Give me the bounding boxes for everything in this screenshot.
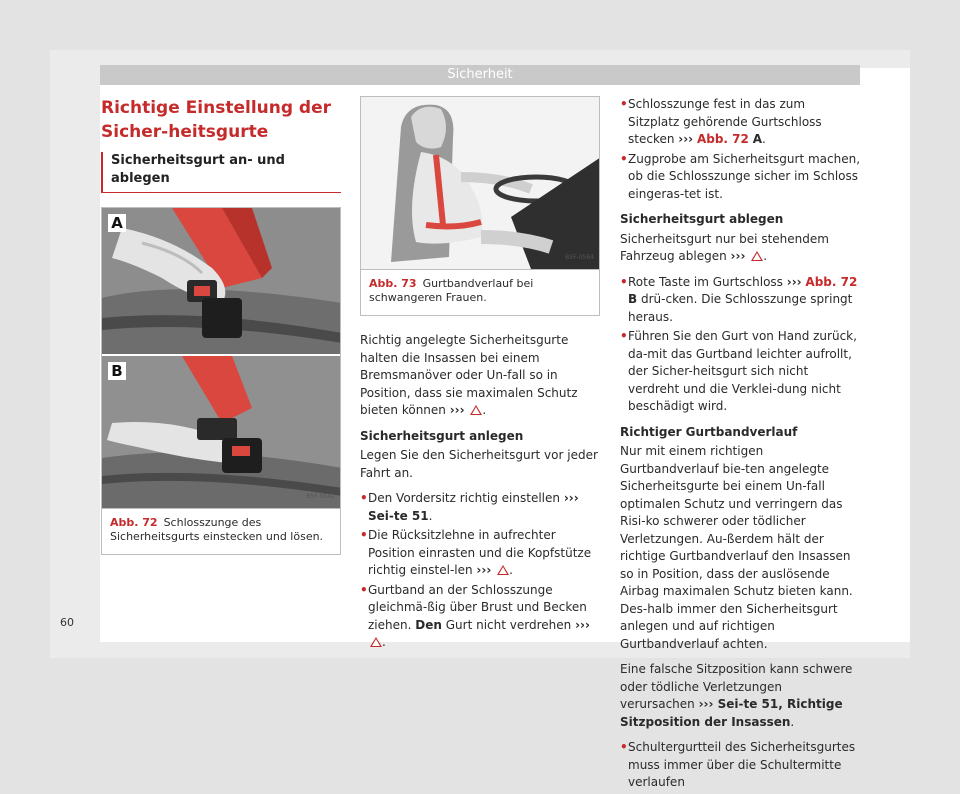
page-title: Richtige Einstellung der Sicher-heitsgurte xyxy=(101,98,332,142)
figure-number: Abb. 72 xyxy=(110,516,158,529)
figure-72 xyxy=(101,207,341,555)
list-item: • Den Vordersitz richtig einstellen ››› Sei-te 51. xyxy=(360,490,600,525)
bullet-text: Die Rücksitzlehne in aufrechter Position einrasten und die Kopfstütze richtig einstel-len xyxy=(368,528,592,577)
bullet-text: Den Vordersitz richtig einstellen xyxy=(368,491,560,505)
list-item xyxy=(620,274,860,327)
body-text xyxy=(360,332,600,652)
section-header: Sicherheit xyxy=(100,65,860,85)
figure-73-image xyxy=(361,97,599,269)
list-item xyxy=(620,739,860,792)
reference-arrows: ››› xyxy=(563,491,579,505)
intro-paragraph: Richtig angelegte Sicherheitsgurte halten die Insassen bei einem Bremsmanöver oder Un-fall so in Position, dass sie maximalen Schutz bieten können ››› . xyxy=(360,333,578,417)
figure-letter: B xyxy=(628,292,638,306)
section-text: Legen Sie den Sicherheitsgurt vor jeder Fahrt an. xyxy=(360,448,598,480)
section-text: Nur mit einem richtigen Gurtbandverlauf bie-ten angelegte Sicherheitsgurte bei einem Un-fall optimalen Schutz und verringern das Risi-ko schwerer oder tödlicher Verletzungen. Au-ßerdem hält der richtige Gurtbandverlauf den Insassen so in Position, dass der auslösende Airbag maximalen Schutz bieten kann. Des-halb immer den Sicherheitsgurt anlegen und auf richtigen Gurtbandverlauf achten. xyxy=(620,444,853,651)
list-item: • Die Rücksitzlehne in aufrechter Position einrasten und die Kopfstütze richtig einstel-len ››› . xyxy=(360,527,600,580)
section-text-content: Sicherheitsgurt nur bei stehendem Fahrzeug ablegen xyxy=(620,231,829,263)
bullet-text: Führen Sie den Gurt von Hand zurück, da-mit das Gurtband leichter aufrollt, der Sicher-heitsgurt sich nicht verdreht und die Verklei-dung nicht beschädigt wird. xyxy=(628,329,857,413)
column-1 xyxy=(101,96,341,555)
figure-73 xyxy=(360,96,600,316)
section-subtitle: Sicherheitsgurt an- und ablegen xyxy=(101,152,341,193)
figure-73-caption xyxy=(361,269,599,315)
figure-code: B5F-0542 xyxy=(306,492,335,500)
section-text-content: Eine falsche Sitzposition kann schwere oder tödliche Verletzungen verursachen xyxy=(620,662,853,711)
figure-code: B5F-0564 xyxy=(565,253,594,261)
list-item: • Gurtband an der Schlosszunge gleichmä-ßig über Brust und Becken ziehen. Den Gurt nicht verdrehen ››› . xyxy=(360,582,600,652)
seatbelt-buckle-illustration xyxy=(102,208,340,508)
figure-link[interactable]: Abb. 72 xyxy=(696,132,749,146)
reference-arrows: ››› xyxy=(476,563,492,577)
reference-arrows: ››› xyxy=(698,697,714,711)
figure-letter-b: B xyxy=(108,362,126,380)
figure-letter: A xyxy=(752,132,762,146)
reference-arrows: ››› xyxy=(449,403,465,417)
section-text: Sicherheitsgurt nur bei stehendem Fahrzeug ablegen ››› . xyxy=(620,231,829,263)
section-title: Sicherheitsgurt ablegen xyxy=(620,212,784,226)
caption-text: Gurtbandverlauf bei schwangeren Frauen. xyxy=(369,277,534,304)
bullet-text: Gurtband an der Schlosszunge gleichmä-ßig über Brust und Becken ziehen. xyxy=(368,582,587,632)
bullet-text: Schultergurtteil des Sicherheitsgurtes muss immer über die Schultermitte verlaufen xyxy=(628,740,856,789)
page-reference: Sei-te 51, Richtige Sitzposition der Insassen xyxy=(620,697,843,729)
figure-72-caption xyxy=(102,508,340,554)
reference-arrows: ››› xyxy=(575,617,590,632)
bullet-text: Schlosszunge fest in das zum Sitzplatz gehörende Gurtschloss stecken xyxy=(628,97,822,146)
warning-triangle-icon xyxy=(470,405,482,415)
page-reference: Sei-te 51 xyxy=(368,508,429,523)
page-number: 60 xyxy=(60,616,74,629)
bullet-text: Rote Taste im Gurtschloss xyxy=(628,274,783,289)
section-title: Richtiger Gurtbandverlauf xyxy=(620,424,798,439)
list-item: • Schlosszunge fest in das zum Sitzplatz gehörende Gurtschloss stecken ››› Abb. 72 A. xyxy=(620,96,860,149)
section-title: Sicherheitsgurt anlegen xyxy=(360,428,524,443)
figure-72-image xyxy=(102,208,340,508)
list-item xyxy=(620,151,860,204)
column-2 xyxy=(360,96,600,654)
pregnant-driver-illustration xyxy=(361,97,599,269)
figure-link[interactable]: Abb. 72 xyxy=(805,274,858,289)
bullet-text: Zugprobe am Sicherheitsgurt machen, ob die Schlosszunge sicher im Schloss eingeras-tet ist. xyxy=(628,151,861,201)
figure-number: Abb. 73 xyxy=(369,277,417,290)
emphasis-text: Den xyxy=(415,617,442,632)
figure-letter-a: A xyxy=(108,214,126,232)
bullet-text: drü-cken. Die Schlosszunge springt heraus. xyxy=(628,292,853,324)
intro-text: Richtig angelegte Sicherheitsgurte halten die Insassen bei einem Bremsmanöver oder Un-fall so in Position, dass sie maximalen Schutz bieten können xyxy=(360,333,578,417)
caption-text: Schlosszunge des Sicherheitsgurts einstecken und lösen. xyxy=(110,516,324,543)
bullet-text: Gurt nicht verdrehen xyxy=(445,617,572,632)
warning-triangle-icon xyxy=(497,565,509,575)
list-item xyxy=(620,328,860,416)
reference-arrows: ››› xyxy=(786,274,802,289)
warning-triangle-icon xyxy=(370,637,382,647)
column-3 xyxy=(620,96,860,794)
section-text: Eine falsche Sitzposition kann schwere oder tödliche Verletzungen verursachen ››› Sei-te 51, Richtige Sitzposition der Insassen. xyxy=(620,662,853,729)
warning-triangle-icon xyxy=(751,251,763,261)
reference-arrows: ››› xyxy=(678,132,694,146)
reference-arrows: ››› xyxy=(730,249,746,263)
